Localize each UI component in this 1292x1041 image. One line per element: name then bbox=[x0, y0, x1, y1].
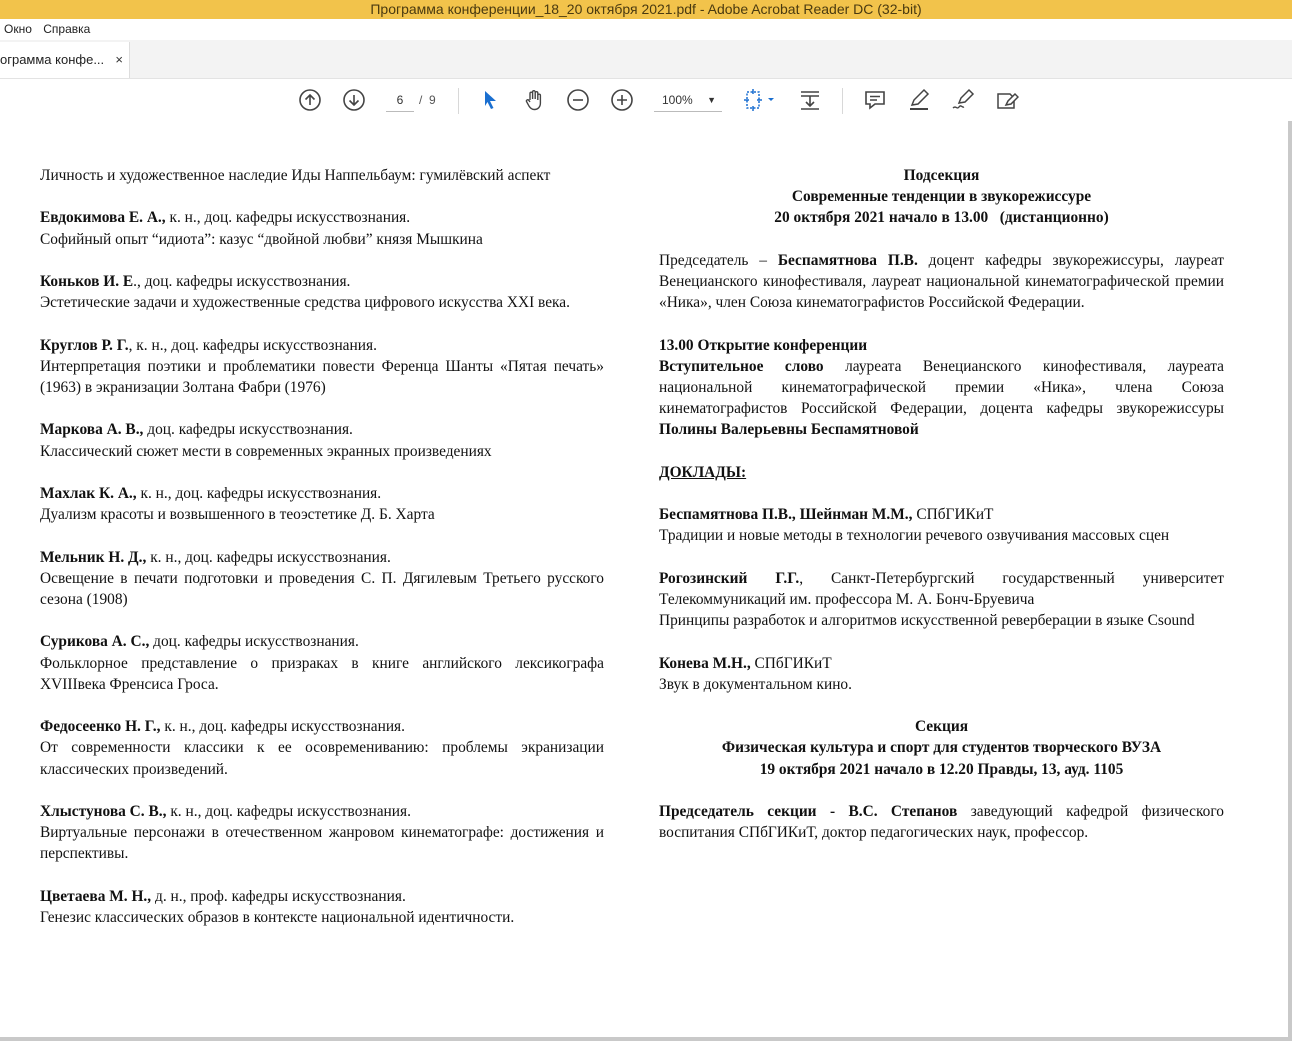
speaker-topic: Классический сюжет мести в современных экранных произведениях bbox=[40, 442, 492, 460]
speaker-entry bbox=[40, 801, 604, 865]
speaker-name: Махлак К. А., bbox=[40, 484, 137, 502]
next-page-button[interactable] bbox=[341, 87, 367, 113]
chair-description: доцент кафедры звукорежиссуры, лауреат Венецианского кинофестиваля, лауреат национальной кинематографической премии «Ника», член Союза кинематографистов Российской Федерации. bbox=[659, 251, 1224, 312]
page-bottom-edge bbox=[0, 1037, 1292, 1041]
section-chair-paragraph bbox=[659, 801, 1224, 843]
speaker-affiliation: доц. кафедры искусствознания. bbox=[149, 633, 359, 651]
comment-button[interactable] bbox=[862, 87, 888, 113]
fit-page-button[interactable] bbox=[741, 87, 777, 113]
menu-item-help[interactable]: Справка bbox=[43, 22, 91, 36]
speaker-topic: Виртуальные персонажи в отечественном жанровом кинематографе: достижения и перспективы. bbox=[40, 824, 604, 863]
subsection-label: Подсекция bbox=[903, 167, 980, 184]
toolbar-divider bbox=[458, 88, 459, 114]
previous-page-button[interactable] bbox=[297, 87, 323, 113]
speaker-topic: От современности классики к ее осовремениванию: проблемы экранизации классических произведений. bbox=[40, 739, 604, 778]
select-tool-button[interactable] bbox=[477, 87, 503, 113]
speaker-entry bbox=[40, 886, 604, 928]
fill-sign-icon bbox=[995, 88, 1019, 112]
speaker-topic: Фольклорное представление о призраках в книге английского лексикографа XVIIIвека Френсиса Гроса. bbox=[40, 654, 604, 693]
scrolling-mode-button[interactable] bbox=[797, 87, 823, 113]
subsection-heading bbox=[659, 165, 1224, 229]
zoom-value: 100% bbox=[662, 93, 693, 107]
report-affiliation: СПбГИКиТ bbox=[750, 654, 832, 672]
speaker-topic: Интерпретация поэтики и проблематики повести Ференца Шанты «Пятая печать» (1963) в экранизации Золтана Фабри (1976) bbox=[40, 357, 604, 396]
report-authors: Рогозинский Г.Г. bbox=[659, 569, 800, 587]
menu-bar bbox=[0, 19, 1292, 40]
fill-sign-button[interactable] bbox=[994, 87, 1020, 113]
paragraph-continuation: Личность и художественное наследие Иды Наппельбаум: гумилёвский аспект bbox=[40, 167, 551, 184]
report-topic: Традиции и новые методы в технологии речевого озвучивания массовых сцен bbox=[659, 527, 1170, 545]
speaker-entry bbox=[40, 207, 604, 249]
section-chair-label: Председатель секции - В.С. Степанов bbox=[659, 802, 958, 820]
arrow-down-circle-icon bbox=[342, 88, 366, 112]
speaker-name: Цветаева М. Н., bbox=[40, 887, 152, 905]
left-column bbox=[40, 165, 604, 928]
page-number-input[interactable]: 6 bbox=[386, 89, 414, 112]
speaker-entry bbox=[40, 335, 604, 399]
speaker-topic: Освещение в печати подготовки и проведения С. П. Дягилевым Третьего русского сезона (1908) bbox=[40, 569, 604, 608]
comment-icon bbox=[863, 88, 887, 112]
report-authors: Беспамятнова П.В., Шейнман М.М., bbox=[659, 506, 913, 524]
speaker-affiliation: к. н., доц. кафедры искусствознания. bbox=[146, 548, 391, 566]
subsection-title: Современные тенденции в звукорежиссуре bbox=[791, 188, 1092, 206]
hand-icon bbox=[522, 88, 546, 112]
toolbar bbox=[0, 79, 1292, 122]
page-right-edge bbox=[1288, 121, 1292, 1041]
speaker-entry bbox=[40, 483, 604, 525]
chair-paragraph bbox=[659, 250, 1224, 314]
scroll-mode-icon bbox=[798, 88, 822, 112]
speaker-affiliation: доц. кафедры искусствознания. bbox=[143, 421, 353, 439]
speaker-affiliation: к. н., доц. кафедры искусствознания. bbox=[136, 484, 382, 502]
zoom-in-button[interactable] bbox=[609, 87, 635, 113]
speaker-name: Евдокимова Е. А., bbox=[40, 209, 166, 227]
highlight-button[interactable] bbox=[906, 87, 932, 113]
tab-bar bbox=[0, 40, 1292, 79]
document-tab-label: ограмма конфе... bbox=[0, 52, 105, 67]
speaker-topic: Генезис классических образов в контексте национальной идентичности. bbox=[40, 908, 515, 926]
speaker-affiliation: к. н., доц. кафедры искусствознания. bbox=[160, 718, 405, 736]
chair-name: Беспамятнова П.В. bbox=[777, 251, 918, 269]
menu-item-window[interactable]: Окно bbox=[4, 22, 32, 36]
sign-button[interactable] bbox=[950, 87, 976, 113]
subsection-date: 20 октября 2021 начало в 13.00 (дистанционно) bbox=[774, 209, 1109, 227]
speaker-entry bbox=[40, 631, 604, 695]
intro-name: Полины Валерьевны Беспамятновой bbox=[659, 421, 919, 439]
speaker-topic: Софийный опыт “идиота”: казус “двойной любви” князя Мышкина bbox=[40, 230, 483, 248]
speaker-entry bbox=[40, 716, 604, 780]
section-heading bbox=[659, 716, 1224, 780]
speaker-affiliation: к. н., доц. кафедры искусствознания. bbox=[166, 802, 411, 820]
window-title: Программа конференции_18_20 октября 2021.pdf - Adobe Acrobat Reader DC (32-bit) bbox=[0, 0, 1292, 19]
page-separator: / bbox=[419, 93, 423, 107]
speaker-affiliation: к. н., доц. кафедры искусствознания. bbox=[165, 209, 411, 227]
report-affiliation: СПбГИКиТ bbox=[912, 506, 994, 524]
section-label: Секция bbox=[914, 718, 969, 736]
speaker-affiliation: ., доц. кафедры искусствознания. bbox=[133, 272, 351, 290]
pen-highlight-icon bbox=[907, 88, 931, 112]
speaker-name: Маркова А. В., bbox=[40, 421, 144, 439]
report-entry bbox=[659, 568, 1224, 632]
speaker-name: Хлыстунова С. В., bbox=[40, 802, 167, 820]
report-authors: Конева М.Н., bbox=[659, 654, 751, 672]
speaker-name: Круглов Р. Г. bbox=[40, 336, 129, 354]
section-title: Физическая культура и спорт для студентов творческого ВУЗА bbox=[721, 739, 1162, 757]
right-column bbox=[659, 165, 1224, 843]
report-entry bbox=[659, 504, 1224, 546]
speaker-entry bbox=[40, 547, 604, 611]
speaker-topic: Дуализм красоты и возвышенного в теоэстетике Д. Б. Харта bbox=[40, 506, 435, 524]
speaker-name: Сурикова А. С., bbox=[40, 633, 150, 651]
intro-paragraph bbox=[659, 356, 1224, 441]
speaker-topic: Эстетические задачи и художественные средства цифрового искусства XXI века. bbox=[40, 294, 570, 312]
opening-heading: 13.00 Открытие конференции bbox=[659, 336, 868, 354]
cursor-arrow-icon bbox=[478, 88, 502, 112]
toolbar-divider bbox=[842, 88, 843, 114]
chevron-down-icon: ▼ bbox=[707, 95, 716, 105]
reports-heading: ДОКЛАДЫ: bbox=[659, 463, 747, 481]
speaker-entry bbox=[40, 419, 604, 461]
speaker-affiliation: , к. н., доц. кафедры искусствознания. bbox=[128, 336, 377, 354]
speaker-name: Мельник Н. Д., bbox=[40, 548, 147, 566]
intro-text: лауреата Венецианского кинофестиваля, лауреата национальной кинематографической премии «Ника», члена Союза кинематографистов Российской Федерации, доцента кафедры звукорежиссуры bbox=[659, 357, 1224, 418]
report-topic: Звук в документальном кино. bbox=[659, 675, 852, 693]
report-topic: Принципы разработок и алгоритмов искусственной реверберации в языке Csound bbox=[659, 612, 1195, 630]
fit-page-icon bbox=[742, 88, 776, 112]
report-affiliation: , Санкт-Петербургский государственный университет Телекоммуникаций им. профессора М. А. Бонч-Бруевича bbox=[659, 569, 1224, 608]
intro-label: Вступительное слово bbox=[659, 357, 824, 375]
arrow-up-circle-icon bbox=[298, 88, 322, 112]
section-date: 19 октября 2021 начало в 12.20 Правды, 13, ауд. 1105 bbox=[759, 760, 1124, 778]
speaker-entry bbox=[40, 271, 604, 313]
plus-circle-icon bbox=[610, 88, 634, 112]
report-entry bbox=[659, 653, 1224, 695]
hand-tool-button[interactable] bbox=[521, 87, 547, 113]
document-tab[interactable] bbox=[0, 42, 130, 78]
zoom-out-button[interactable] bbox=[565, 87, 591, 113]
zoom-select[interactable] bbox=[654, 89, 722, 112]
page-total-value: 9 bbox=[429, 93, 436, 107]
minus-circle-icon bbox=[566, 88, 590, 112]
pen-sign-icon bbox=[951, 88, 975, 112]
speaker-affiliation: д. н., проф. кафедры искусствознания. bbox=[151, 887, 406, 905]
speaker-name: Коньков И. Е bbox=[40, 272, 134, 290]
page-total bbox=[419, 89, 436, 111]
chair-label: Председатель – bbox=[659, 251, 778, 269]
section-chair-description: заведующий кафедрой физического воспитания СПбГИКиТ, доктор педагогических наук, профессор. bbox=[659, 802, 1224, 842]
close-tab-icon[interactable]: × bbox=[115, 52, 123, 67]
speaker-name: Федосеенко Н. Г., bbox=[40, 718, 161, 736]
